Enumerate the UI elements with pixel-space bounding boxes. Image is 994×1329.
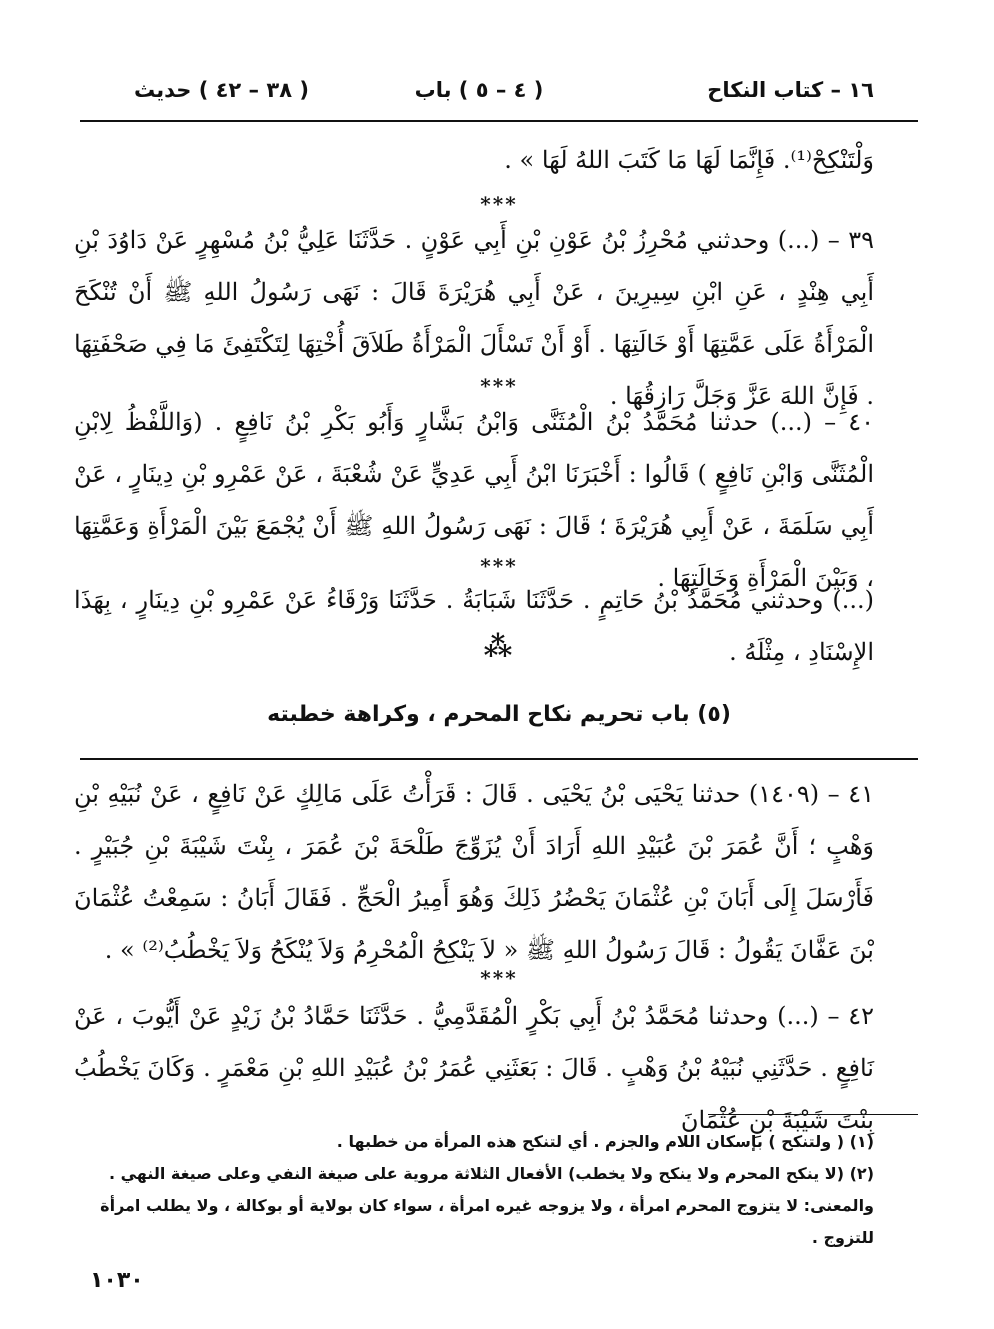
chapter-divider — [80, 758, 918, 760]
hadith-42: ٤٢ – (...) وحدثنا مُحَمَّدُ بْنُ أَبِي بَكْرٍ الْمُقَدَّمِيُّ . حَدَّثَنَا حَمَّادُ بْنُ زَيْدٍ عَنْ أَيُّوبَ ، عَنْ نَافِعٍ . حَدَّثَنِي نُبَيْهُ بْنُ وَهْبٍ . قَالَ : بَعَثَنِي عُمَرُ بْنُ عُبَيْدِ اللهِ بْنِ مَعْمَرٍ . وَكَانَ يَخْطُبُ بِنْتَ شَيْبَةَ بْنِ عُثْمَانَ — [74, 1002, 874, 1134]
section-stars: *** — [480, 374, 518, 398]
section-stars: *** — [480, 554, 518, 578]
footnote-2: (٢) (لا ينكح المحرم ولا ينكح ولا يخطب) الأفعال الثلاثة مروية على صيغة النفي وعلى صيغة النهي . والمعنى: لا يتزوج المحرم امرأة ، ولا يزوجه غيره امرأة ، سواء كان بولاية أو بوكالة ، ولا يطلب امرأة للتزوج . — [100, 1164, 874, 1247]
chapter-title: (٥) باب تحريم نكاح المحرم ، وكراهة خطبته — [267, 702, 731, 727]
page-number: ١٠٣٠ — [90, 1268, 144, 1293]
footnote-divider — [708, 1114, 918, 1115]
header-chapter-range: ( ٤ – ٥ ) باب — [414, 78, 544, 102]
footnotes — [54, 1126, 874, 1254]
section-stars: *** — [480, 966, 518, 990]
header-book-title: ١٦ – كتاب النكاح — [707, 78, 874, 102]
hadith-39: ٣٩ – (...) وحدثني مُحْرِزُ بْنُ عَوْنِ بْنِ أَبِي عَوْنٍ . حَدَّثَنَا عَلِيُّ بْنُ مُسْهِرٍ عَنْ دَاوُدَ بْنِ أَبِي هِنْدٍ ، عَنِ ابْنِ سِيرِينَ ، عَنْ أَبِي هُرَيْرَةَ قَالَ : نَهَى رَسُولُ اللهِ ﷺ أَنْ تُنْكَحَ الْمَرْأَةُ عَلَى عَمَّتِهَا أَوْ خَالَتِهَا . أَوْ أَنْ تَسْأَلَ الْمَرْأَةُ طَلاَقَ أُخْتِهَا لِتَكْتَفِئَ مَا فِي صَحْفَتِهَا . فَإِنَّ اللهَ عَزَّ وَجَلَّ رَازِقُهَا . — [74, 226, 875, 410]
continuation-text: وَلْتَنْكِحْ⁽¹⁾. فَإِنَّمَا لَهَا مَا كَتَبَ اللهُ لَهَا » . — [504, 146, 874, 174]
hadith-40-variant: (...) وحدثني مُحَمَّدُ بْنُ حَاتِمٍ . حَدَّثَنَا شَبَابَةُ . حَدَّثَنَا وَرْقَاءُ عَنْ عَمْرِو بْنِ دِينَارٍ ، بِهَذَا الإِسْنَادِ ، مِثْلَهُ . — [74, 586, 874, 666]
section-stars: *** — [480, 192, 518, 216]
footnote-1: (١) ( ولتنكح ) بإسكان اللام والجزم . أي لتنكح هذه المرأة من خطبها . — [336, 1132, 874, 1151]
section-separator: ⁂ — [483, 630, 515, 663]
hadith-40: ٤٠ – (...) حدثنا مُحَمَّدُ بْنُ الْمُثَنَّى وَابْنُ بَشَّارٍ وَأَبُو بَكْرِ بْنُ نَافِعٍ . (وَاللَّفْظُ لِابْنِ الْمُثَنَّى وَابْنِ نَافِعٍ ) قَالُوا : أَخْبَرَنَا ابْنُ أَبِي عَدِيٍّ عَنْ شُعْبَةَ ، عَنْ عَمْرِو بْنِ دِينَارٍ ، عَنْ أَبِي سَلَمَةَ ، عَنْ أَبِي هُرَيْرَةَ ؛ قَالَ : نَهَى رَسُولُ اللهِ ﷺ أَنْ يُجْمَعَ بَيْنَ الْمَرْأَةِ وَعَمَّتِهَا ، وَبَيْنَ الْمَرْأَةِ وَخَالَتِهَا . — [74, 408, 875, 592]
header-divider — [80, 120, 918, 122]
hadith-41: ٤١ – (١٤٠٩) حدثنا يَحْيَى بْنُ يَحْيَى . قَالَ : قَرَأْتُ عَلَى مَالِكٍ عَنْ نَافِعٍ ، عَنْ نُبَيْهِ بْنِ وَهْبٍ ؛ أَنَّ عُمَرَ بْنَ عُبَيْدِ اللهِ أَرَادَ أَنْ يُزَوِّجَ طَلْحَةَ بْنَ عُمَرَ ، بِنْتَ شَيْبَةَ بْنِ جُبَيْرٍ . فَأَرْسَلَ إِلَى أَبَانَ بْنِ عُثْمَانَ يَحْضُرُ ذَلِكَ وَهُوَ أَمِيرُ الْحَجِّ . فَقَالَ أَبَانُ : سَمِعْتُ عُثْمَانَ بْنَ عَفَّانَ يَقُولُ : قَالَ رَسُولُ اللهِ ﷺ « لاَ يَنْكِحُ الْمُحْرِمُ وَلاَ يُنْكَحُ وَلاَ يَخْطُبُ⁽²⁾ » . — [74, 780, 874, 964]
header-hadith-range: ( ٣٨ – ٤٢ ) حديث — [134, 78, 309, 102]
running-header — [84, 72, 874, 112]
